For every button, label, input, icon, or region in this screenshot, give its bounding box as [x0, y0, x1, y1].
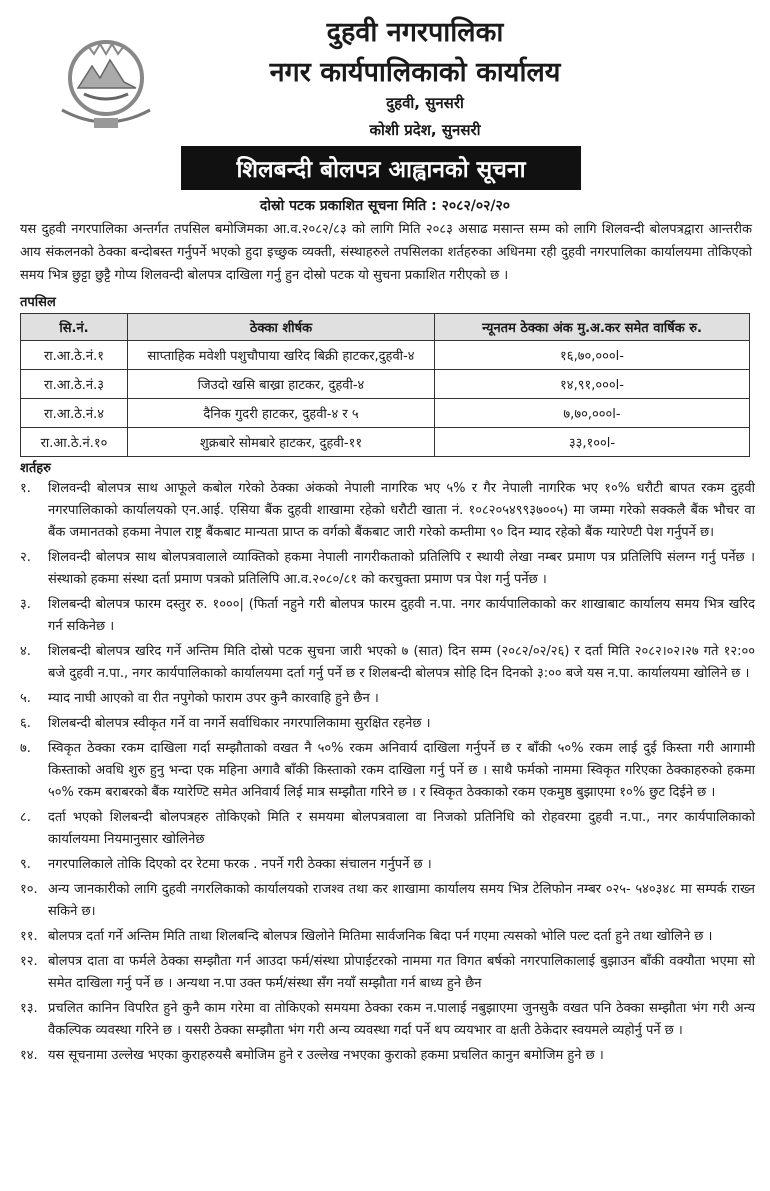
intro-paragraph: यस दुहवी नगरपालिका अन्तर्गत तपसिल बमोजिमका आ.व.२०८२/८३ को लागि मिति २०८३ असाढ मसान्त सम्म को लागि शिलवन्दी बोलपत्रद्वारा आन्तरीक आय संकलनको ठेक्का बन्दोबस्त गर्नुपर्ने भएको हुदा इच्छुक व्यक्ती, संस्थाहरुले तपसिलका शर्तहरुका अधिनमा रही दुहवी नगरपालिका कार्यालयमा तोकिएको समय भित्र छुट्टा छुट्टै गोप्य शिलवन्दी बोलपत्र दाखिला गर्नु हुन दोस्रो पटक यो सुचना प्रकाशित गरीएको छ ।	[20, 222, 752, 283]
condition-text: शिलवन्दी बोलपत्र साथ बोलपत्रवालाले व्याक्तिको हकमा नेपाली नागरीकताको प्रतिलिपि र स्थायी लेखा नम्बर प्रमाण पत्र प्रतिलिपि संलग्न गर्नु पर्नेछ । संस्थाको हकमा संस्था दर्ता प्रमाण पत्रको प्रतिलिपि आ.व.२०८०/८१ को करचुक्ता प्रमाण पत्र पेश गर्नु पर्नेछ ।	[48, 550, 755, 587]
condition-item	[20, 998, 755, 1042]
table-cell: दैनिक गुदरी हाटकर, दुहवी-४ र ५	[128, 399, 435, 428]
office-province: कोशी प्रदेश, सुनसरी	[369, 121, 481, 139]
condition-item	[20, 879, 755, 923]
schedule-label: तपसिल	[20, 295, 56, 310]
table-cell: रा.आ.ठे.नं.१०	[21, 428, 128, 457]
condition-item	[20, 807, 755, 851]
table-cell: रा.आ.ठे.नं.१	[21, 341, 128, 370]
condition-number: ४.	[20, 644, 31, 659]
condition-text: शिलबन्दी बोलपत्र स्वीकृत गर्ने वा नगर्ने सर्वाधिकार नगरपालिकामा सुरक्षित रहनेछ ।	[48, 716, 431, 731]
table-row	[21, 399, 750, 428]
condition-item	[20, 1045, 755, 1067]
municipality-name: दुहवी नगरपालिका	[326, 17, 504, 48]
condition-item	[20, 688, 755, 710]
notice-title: शिलबन्दी बोलपत्र आह्वानको सूचना	[181, 146, 581, 190]
table-cell: साप्ताहिक मवेशी पशुचौपाया खरिद बिक्री हाटकर,दुहवी-४	[128, 341, 435, 370]
condition-text: दर्ता भएको शिलबन्दी बोलपत्रहरु तोकिएको मिति र समयमा बोलपत्रवाला वा निजको प्रतिनिधि को रोहवरमा दुहवी न.पा., नगर कार्यपालिकाको कार्यालयमा नियमानुसार खोलिनेछ	[48, 810, 755, 847]
table-cell: ७,७०,०००l-	[435, 399, 750, 428]
table-cell: जिउदो खसि बाख्रा हाटकर, दुहवी-४	[128, 370, 435, 399]
table-row	[21, 370, 750, 399]
condition-item	[20, 478, 755, 544]
column-header: सि.नं.	[21, 314, 128, 341]
condition-number: ५.	[20, 691, 31, 706]
condition-text: शिलबन्दी बोलपत्र खरिद गर्ने अन्तिम मिति दोस्रो पटक सुचना जारी भएको ७ (सात) दिन सम्म (२०८२/०२/२६) र दर्ता मिति २०८२।०२।२७ गते १२:०० बजे दुहवी न.पा., नगर कार्यपालिकाको कार्यालयमा दर्ता गर्नु पर्ने छ र शिलबन्दी बोलपत्र सोहि दिन दिनको ३:०० बजे यस न.पा. कार्यालयमा खोलिने छ ।	[48, 644, 755, 681]
condition-number: २.	[20, 550, 31, 565]
conditions-label: शर्तहरु	[20, 461, 51, 476]
conditions-list	[20, 478, 755, 1070]
condition-number: ७.	[20, 741, 31, 756]
condition-number: ८.	[20, 810, 31, 825]
condition-text: बोलपत्र दाता वा फर्मले ठेक्का सम्झौता गर्न आउदा फर्म/संस्था प्रोपाईटरको नाममा गत विगत बर्षको नगरपालिकालाई बुझाउन बाँकी वक्यौता भएमा सो समेत दाखिला गर्नु पर्ने छ । अन्यथा न.पा उक्त फर्म/संस्था सँग नयाँ सम्झौता गर्न बाध्य हुने छैन	[48, 954, 755, 991]
condition-text: अन्य जानकारीको लागि दुहवी नगरलिकाको कार्यालयको राजश्व तथा कर शाखामा कार्यालय समय भित्र टेलिफोन नम्बर ०२५- ५४०३४८ मा सम्पर्क राख्न सकिने छ।	[48, 882, 755, 919]
condition-item	[20, 641, 755, 685]
table-row	[21, 341, 750, 370]
condition-number: १२.	[20, 954, 38, 969]
condition-text: शिलबन्दी बोलपत्र फारम दस्तुर रु. १०००| (फिर्ता नहुने गरी बोलपत्र फारम दुहवी न.पा. नगर कार्यपालिकाको कर शाखाबाट कार्यालय समय भित्र खरिद गर्न सकिनेछ ।	[48, 597, 755, 634]
table-cell: शुक्रबारे सोमबारे हाटकर, दुहवी-११	[128, 428, 435, 457]
publication-date: दोस्रो पटक प्रकाशित सूचना मिति : २०८२/०२/२०	[259, 198, 511, 214]
condition-item	[20, 547, 755, 591]
condition-item	[20, 738, 755, 804]
office-name: नगर कार्यपालिकाको कार्यालय	[269, 57, 561, 88]
condition-number: ११.	[20, 929, 38, 944]
condition-text: प्रचलित कानिन विपरित हुने कुनै काम गरेमा वा तोकिएको समयमा ठेक्का रकम न.पालाई नबुझाएमा जुनसुकै वखत पनि ठेक्का सम्झौता भंग गरी अन्य वैकल्पिक व्यवस्था गरिने छ । यसरी ठेक्का सम्झौता भंग गरी अन्य व्यवस्था गर्दा पर्ने थप व्ययभार वा क्षती ठेकेदार स्वयमले व्यहोर्नु पर्ने छ ।	[48, 1001, 755, 1038]
condition-number: १३.	[20, 1001, 38, 1016]
condition-text: बोलपत्र दर्ता गर्ने अन्तिम मिति ताथा शिलबन्दि बोलपत्र खिलोने मितिमा सार्वजनिक बिदा पर्न गएमा त्यसको भोलि पल्ट दर्ता हुने तथा खोलिने छ ।	[48, 929, 713, 944]
condition-number: ६.	[20, 716, 31, 731]
table-cell: रा.आ.ठे.नं.३	[21, 370, 128, 399]
condition-item	[20, 594, 755, 638]
table-cell: रा.आ.ठे.नं.४	[21, 399, 128, 428]
condition-number: १.	[20, 481, 31, 496]
condition-number: १०.	[20, 882, 38, 897]
condition-text: म्याद नाघी आएको वा रीत नपुगेको फाराम उपर कुनै कारवाहि हुने छैन ।	[48, 691, 379, 706]
condition-number: ३.	[20, 597, 31, 612]
table-cell: ३३,१००l-	[435, 428, 750, 457]
condition-number: १४.	[20, 1048, 38, 1063]
table-header-row	[21, 314, 750, 341]
table-row	[21, 428, 750, 457]
column-header: न्यूनतम ठेक्का अंक मु.अ.कर समेत वार्षिक रु.	[435, 314, 750, 341]
condition-text: यस सूचनामा उल्लेख भएका कुराहरुयसै बमोजिम हुने र उल्लेख नभएका कुराको हकमा प्रचलित कानुन बमोजिम हुने छ ।	[48, 1048, 604, 1063]
schedule-table	[20, 313, 750, 457]
condition-text: शिलवन्दी बोलपत्र साथ आफूले कबोल गरेको ठेक्का अंकको नेपाली नागरिक भए ५% र गैर नेपाली नागरिक भए १०% धरौटी बापत रकम दुहवी नगरपालिकाको कार्यालयको एन.आई. एसिया बैंक दुहवी शाखामा रहेको धरौटी खाता नं. १०८२०५४९९३७००५) मा जम्मा गरेको सक्कलै बैंक भौचर वा बैंक जमानतको हकमा नेपाल राष्ट्र बैंकबाट मान्यता प्राप्त क वर्गको बैंकबाट जारी गरेको कम्तीमा ९० दिन म्याद रहेको बैंक ग्यारेण्टी पेश गर्नुपर्ने छ।	[48, 481, 755, 540]
condition-item	[20, 951, 755, 995]
office-address: दुहवी, सुनसरी	[386, 94, 464, 112]
condition-item	[20, 854, 755, 876]
condition-text: नगरपालिकाले तोकि दिएको दर रेटमा फरक . नपर्ने गरी ठेक्का संचालन गर्नुपर्ने छ ।	[48, 857, 432, 872]
condition-text: स्विकृत ठेक्का रकम दाखिला गर्दा सम्झौताको वखत नै ५०% रकम अनिवार्य दाखिला गर्नुपर्ने छ र बाँकी ५०% रकम लाई दुई किस्ता गरी आगामी किस्ताको अवधि शुरु हुनु भन्दा एक महिना अगावै बाँकी किस्ताको रकम दाखिला गर्नु पर्ने छ । साथै फर्मको नाममा स्विकृत गरिएका ठेक्काहरुको हकमा ५०% रकम बराबरको बैंक ग्यारेण्टि समेत अनिवार्य लिई मात्र सम्झौता गरिने छ । र स्विकृत ठेक्काको रकम एकमुष्ठ बुझाएमा १०% छुट दिईने छ ।	[48, 741, 756, 800]
column-header: ठेक्का शीर्षक	[128, 314, 435, 341]
table-cell: १६,७०,०००l-	[435, 341, 750, 370]
condition-item	[20, 713, 755, 735]
table-cell: १४,९१,०००l-	[435, 370, 750, 399]
condition-item	[20, 926, 755, 948]
condition-number: ९.	[20, 857, 31, 872]
